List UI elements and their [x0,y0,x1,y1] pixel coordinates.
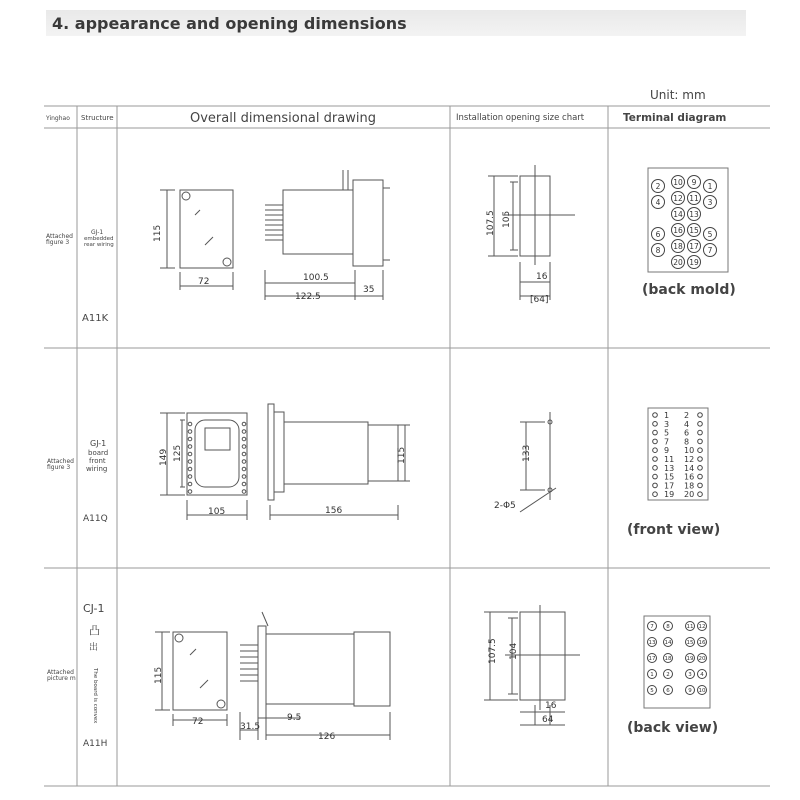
terminal-number: 12 [673,194,683,203]
section-title: 4. appearance and opening dimensions [52,14,407,33]
terminal-dot [698,483,703,488]
terminal-number: 17 [648,656,656,662]
terminal-number: 6 [655,230,661,239]
dim-cut-w2-1: [64] [530,295,549,305]
terminal-number: 12 [684,455,695,464]
terminal-number: 7 [650,624,654,630]
view-label-1: (back mold) [642,282,736,298]
terminal-number: 5 [650,688,654,694]
terminal-dot [698,413,703,418]
structure-glyph-3b: 出 [89,643,99,653]
terminal-dot [698,439,703,444]
dim-width-1: 72 [198,277,210,287]
dim-depth-1: 100.5 [303,273,329,283]
pin-dot [188,445,192,449]
terminal-number: 20 [673,258,683,267]
pin-dot [188,475,192,479]
terminal-number: 7 [664,437,670,447]
pin-dot [242,490,246,494]
dim-cut-h2-1: 105 [502,210,512,228]
pin-dot [242,430,246,434]
terminal-number: 11 [689,194,699,203]
structure-side-3: The board is convex [92,668,98,724]
pin-dot [242,422,246,426]
attached-label-1b: figure 3 [46,239,70,246]
dim-cut-h2-3: 104 [509,642,519,660]
pin-dot [188,437,192,441]
terminal-number: 15 [664,472,675,482]
structure-note-1c: rear wiring [84,242,114,248]
terminal-number: 19 [689,258,699,267]
dim-height-3: 115 [154,666,164,684]
terminal-number: 13 [664,463,675,473]
pin-dot [242,475,246,479]
terminal-number: 14 [664,640,672,646]
terminal-number: 8 [684,437,690,447]
structure-note-2: GJ-1 [90,439,107,448]
model-code-1: A11K [82,313,109,324]
terminal-number: 7 [707,246,713,255]
terminal-number: 20 [698,656,706,662]
terminal-number: 18 [684,481,695,491]
terminal-dot [653,474,658,479]
terminal-number: 15 [689,226,699,235]
terminal-number: 19 [686,656,694,662]
terminal-number: 12 [698,624,706,630]
dim-height-1: 115 [153,224,163,242]
pin-dot [242,452,246,456]
terminal-number: 6 [666,688,670,694]
terminal-list-2 [653,411,703,499]
terminal-number: 16 [673,226,683,235]
attached-label-3: Attached [47,669,74,676]
dim-cut-w1-1: 16 [536,272,548,282]
terminal-number: 16 [698,640,706,646]
terminal-number: 19 [664,490,675,500]
terminal-number: 3 [707,198,713,207]
terminal-dot [653,483,658,488]
dim-height2-2: 125 [173,444,183,462]
dim-cut-h1-3: 107.5 [488,638,498,664]
terminal-dot [653,413,658,418]
terminal-number: 11 [664,455,675,464]
terminal-number: 9 [664,446,670,456]
terminal-dot [653,430,658,435]
terminal-number: 8 [666,624,670,630]
view-label-3: (back view) [627,720,719,736]
terminal-number: 4 [655,198,661,207]
header-yinghao: Yinghao [46,115,70,122]
view-label-2: (front view) [627,522,721,538]
pin-dot [242,482,246,486]
terminal-circles-1 [652,176,717,269]
structure-note-2c: front [89,457,106,465]
structure-note-1: GJ-1 [91,229,104,236]
attached-label-1: Attached [46,233,73,240]
terminal-number: 15 [686,640,694,646]
terminal-number: 1 [650,672,654,678]
terminal-dot [653,457,658,462]
structure-note-1b: embedded [84,236,114,242]
dim-depth-3: 126 [318,732,336,742]
terminal-number: 2 [684,411,690,420]
terminal-number: 5 [707,230,713,239]
terminal-number: 11 [686,624,694,630]
pin-dot [188,422,192,426]
pin-dot [188,467,192,471]
terminal-dot [653,448,658,453]
terminal-dot [698,474,703,479]
dim-hole-2: 2-Φ5 [494,501,516,511]
pin-dot [188,482,192,486]
dim-side-h-2: 115 [397,446,407,464]
terminal-number: 8 [655,246,661,255]
model-code-2: A11Q [83,514,108,524]
dim-total-1: 122.5 [295,292,321,302]
terminal-number: 9 [691,178,697,187]
cutout-1 [488,165,575,300]
terminal-number: 1 [707,182,713,191]
header-terminal: Terminal diagram [623,112,727,124]
terminal-number: 4 [700,672,704,678]
terminal-number: 3 [688,672,692,678]
terminal-dot [653,422,658,427]
structure-note-2d: wiring [86,465,108,473]
pin-dot [242,467,246,471]
dim-cut-h-2: 133 [522,444,532,462]
dim-cut-w1-3: 16 [545,701,557,711]
terminal-circles-3 [648,622,707,695]
terminal-number: 14 [684,463,695,473]
pin-dot [242,460,246,464]
side-view-2 [268,404,410,520]
row-2 [47,404,720,538]
terminal-dot [698,457,703,462]
terminal-number: 9 [688,688,692,694]
terminal-number: 3 [664,419,670,429]
terminal-dot [698,466,703,471]
dim-width-3: 72 [192,717,204,727]
terminal-number: 13 [689,210,699,219]
terminal-dot [698,430,703,435]
terminal-number: 2 [666,672,670,678]
terminal-number: 2 [655,182,661,191]
header-structure: Structure [81,114,114,122]
pin-dot [188,490,192,494]
attached-label-2: Attached [47,458,74,465]
dim-depth-2: 156 [325,506,343,516]
dim-rear-1: 35 [363,285,375,295]
structure-glyph-3: 凸 [89,624,100,637]
terminal-number: 10 [698,688,706,694]
header-installation: Installation opening size chart [456,113,585,123]
structure-note-2b: board [88,449,109,457]
front-view-1 [160,190,233,290]
front-view-3 [155,632,227,726]
pin-dot [188,452,192,456]
side-view-3 [240,612,390,740]
terminal-number: 10 [673,178,683,187]
terminal-number: 20 [684,490,695,500]
pin-dot [242,445,246,449]
terminal-number: 10 [684,446,695,456]
terminal-dot [698,422,703,427]
row-1 [46,165,736,324]
dim-a-3: 31.5 [240,722,261,732]
terminal-number: 1 [664,411,670,420]
cutout-3 [484,605,580,725]
structure-note-3: CJ-1 [83,602,105,615]
attached-label-3b: picture m [47,675,76,682]
terminal-number: 18 [664,656,672,662]
row-3 [47,602,718,749]
unit-label: Unit: mm [650,88,706,102]
pin-dot [188,430,192,434]
terminal-number: 16 [684,472,695,482]
pin-dot [188,460,192,464]
terminal-number: 18 [673,242,683,251]
terminal-number: 6 [684,428,690,438]
terminal-number: 17 [664,481,675,491]
dim-b-3: 9.5 [287,713,302,723]
terminal-number: 17 [689,242,699,251]
terminal-dot [698,448,703,453]
terminal-dot [653,466,658,471]
front-view-2 [160,413,247,520]
header-overall: Overall dimensional drawing [190,111,376,126]
attached-label-2b: figure 3 [47,464,71,471]
terminal-number: 4 [684,419,690,429]
terminal-number: 5 [664,428,670,438]
terminal-number: 13 [648,640,656,646]
model-code-3: A11H [83,739,108,749]
dim-cut-h1-1: 107.5 [486,210,496,236]
dim-cut-w2-3: 64 [542,715,554,725]
terminal-dot [698,492,703,497]
pin-dot [242,437,246,441]
terminal-number: 14 [673,210,683,219]
terminal-dot [653,439,658,444]
dim-width-2: 105 [208,507,226,517]
terminal-dot [653,492,658,497]
dim-height1-2: 149 [159,448,169,466]
